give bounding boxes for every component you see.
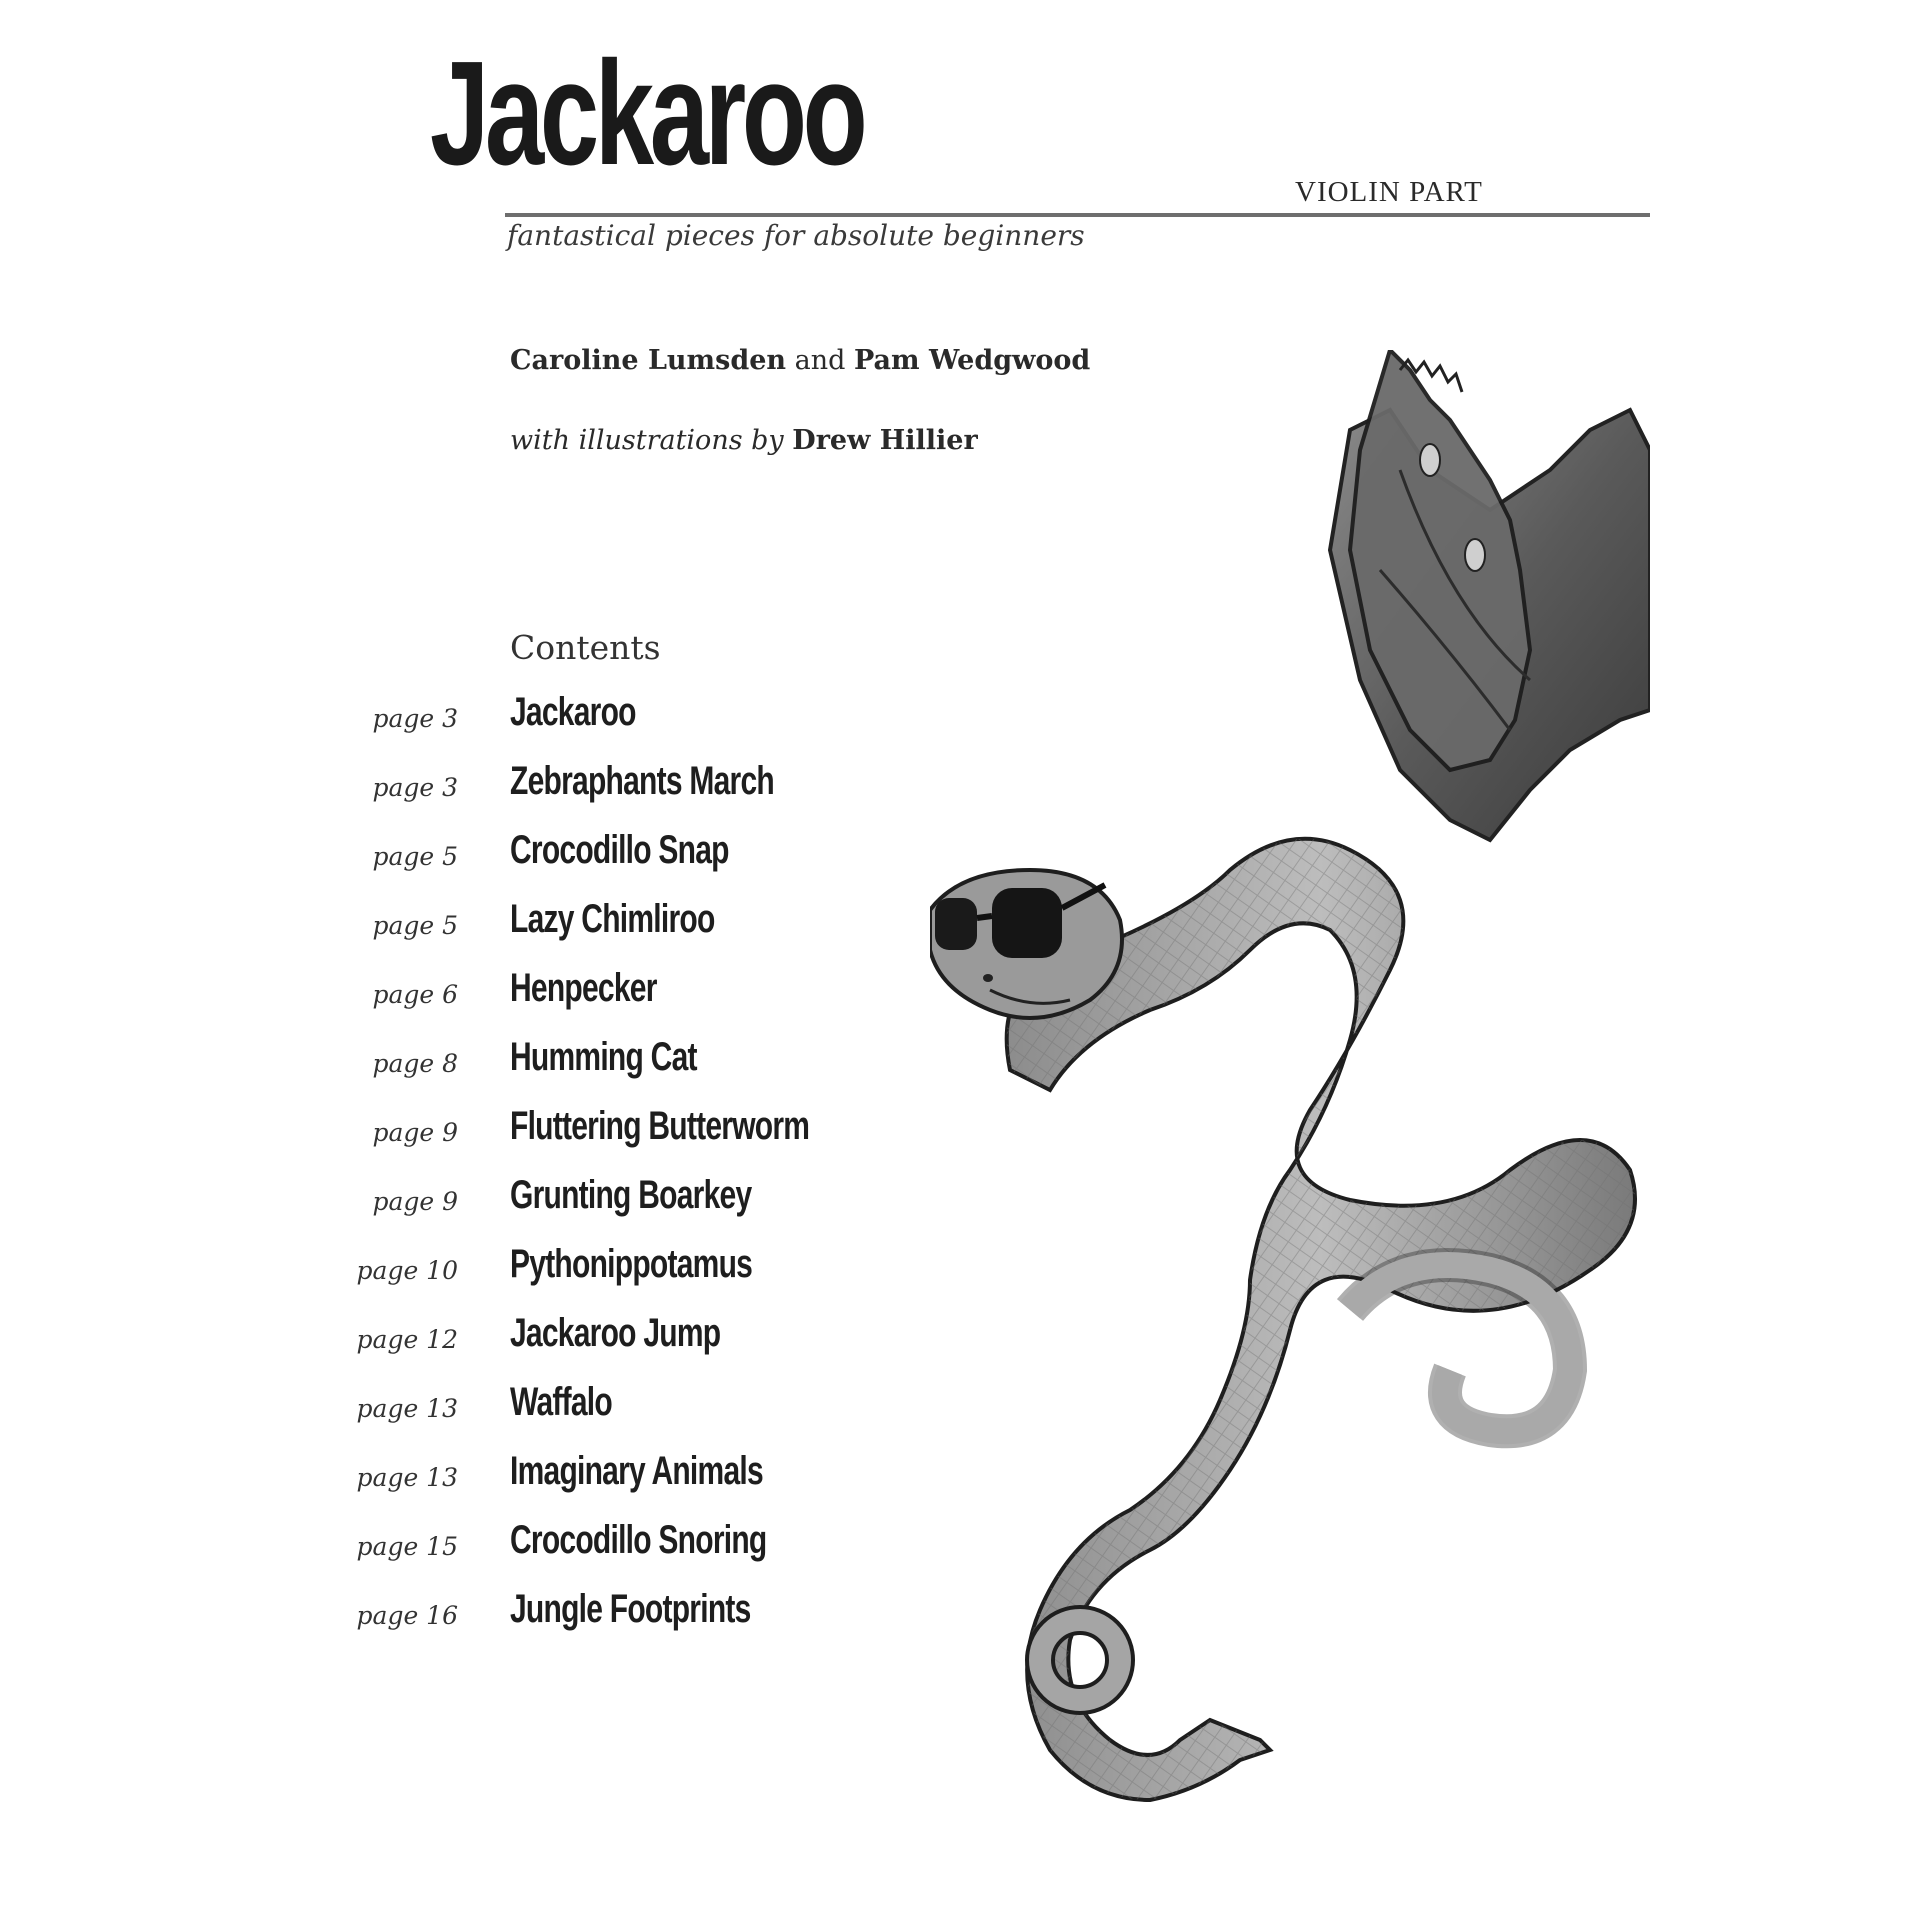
contents-item [300, 1518, 900, 1587]
contents-page-number: page 9 [372, 1187, 458, 1216]
contents-item [300, 1104, 900, 1173]
illustrator-name: Drew Hillier [792, 425, 978, 456]
contents-piece-title: Jackaroo Jump [510, 1311, 721, 1355]
authors-conjunction: and [794, 345, 846, 376]
part-label: VIOLIN PART [1295, 176, 1483, 208]
contents-piece-title: Henpecker [510, 966, 657, 1010]
contents-piece-title: Crocodillo Snoring [510, 1518, 767, 1562]
contents-item [300, 1449, 900, 1518]
contents-item [300, 1311, 900, 1380]
contents-heading: Contents [510, 628, 661, 667]
title-rule [505, 213, 1650, 217]
contents-list [300, 690, 900, 1656]
author-name: Caroline Lumsden [510, 345, 787, 376]
contents-page-number: page 8 [372, 1049, 458, 1078]
illustrator-intro: with illustrations by [510, 425, 784, 456]
contents-item [300, 1587, 900, 1656]
contents-page-number: page 12 [356, 1325, 458, 1354]
contents-page-number: page 3 [372, 704, 458, 733]
contents-page-number: page 10 [356, 1256, 458, 1285]
contents-piece-title: Crocodillo Snap [510, 828, 729, 872]
contents-piece-title: Imaginary Animals [510, 1449, 763, 1493]
contents-item [300, 690, 900, 759]
contents-item [300, 1173, 900, 1242]
contents-page-number: page 15 [356, 1532, 458, 1561]
contents-piece-title: Grunting Boarkey [510, 1173, 752, 1217]
contents-page-number: page 16 [356, 1601, 458, 1630]
book-subtitle: fantastical pieces for absolute beginners [507, 219, 1085, 252]
contents-item [300, 1242, 900, 1311]
contents-item [300, 1035, 900, 1104]
contents-item [300, 1380, 900, 1449]
contents-piece-title: Pythonippotamus [510, 1242, 753, 1286]
winged-snake-illustration [930, 350, 1650, 1870]
contents-piece-title: Zebraphants March [510, 759, 774, 803]
contents-page-number: page 6 [372, 980, 458, 1009]
contents-piece-title: Fluttering Butterworm [510, 1104, 810, 1148]
contents-piece-title: Waffalo [510, 1380, 612, 1424]
illustrator-line [510, 425, 978, 456]
contents-page-number: page 3 [372, 773, 458, 802]
contents-piece-title: Lazy Chimliroo [510, 897, 715, 941]
author-name: Pam Wedgwood [853, 345, 1091, 376]
contents-page-number: page 5 [372, 911, 458, 940]
contents-page-number: page 9 [372, 1118, 458, 1147]
contents-page-number: page 5 [372, 842, 458, 871]
contents-item [300, 828, 900, 897]
contents-piece-title: Humming Cat [510, 1035, 697, 1079]
contents-page-number: page 13 [356, 1394, 458, 1423]
book-title: Jackaroo [430, 31, 864, 196]
contents-item [300, 897, 900, 966]
contents-item [300, 966, 900, 1035]
contents-page-number: page 13 [356, 1463, 458, 1492]
contents-item [300, 759, 900, 828]
contents-piece-title: Jungle Footprints [510, 1587, 751, 1631]
contents-piece-title: Jackaroo [510, 690, 636, 734]
